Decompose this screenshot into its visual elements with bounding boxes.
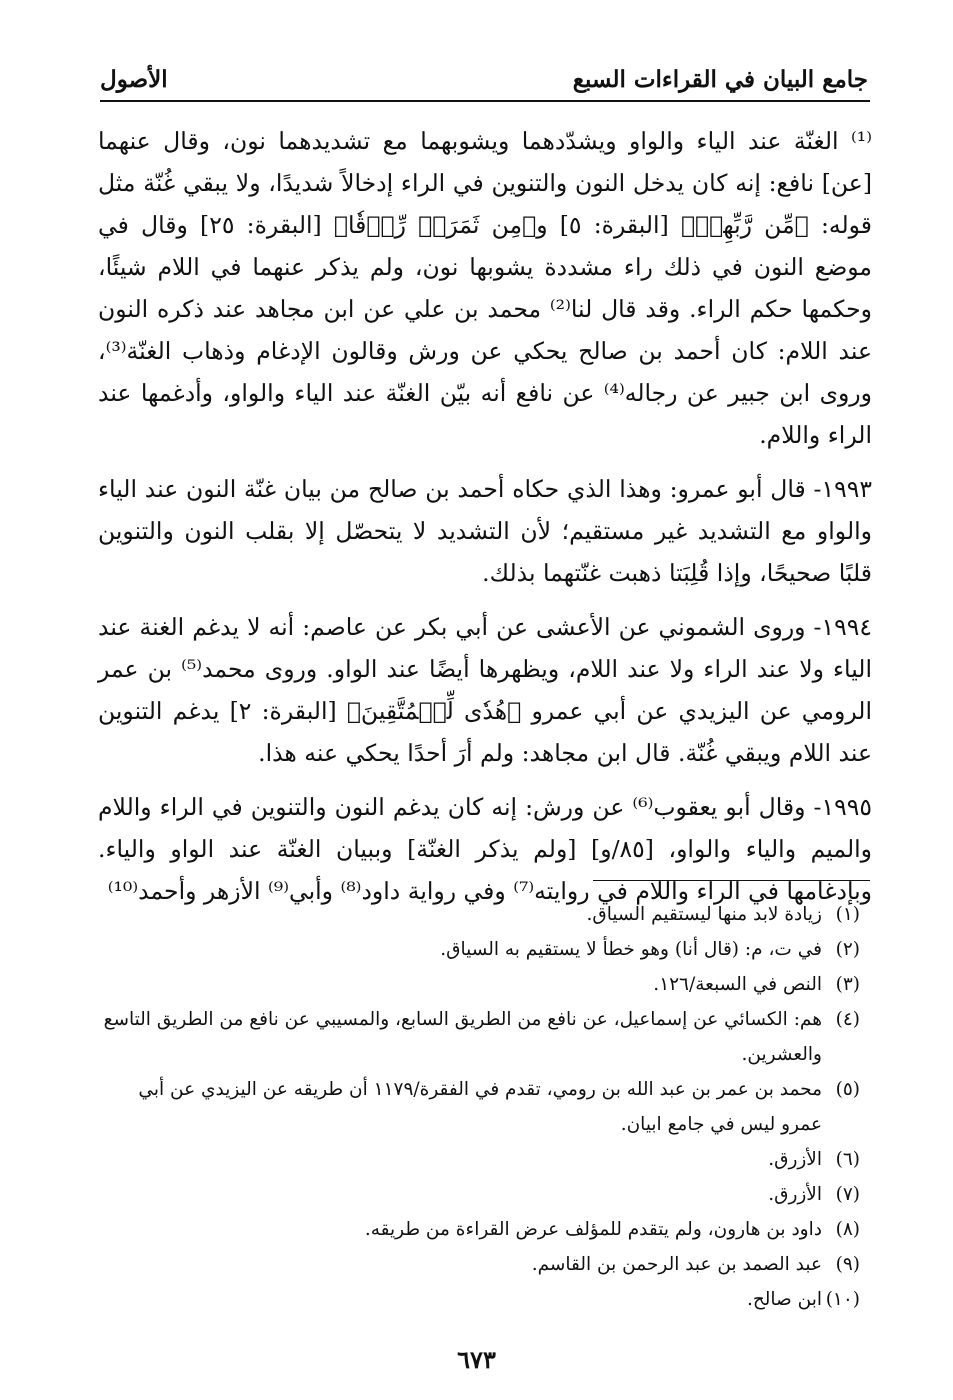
footnote-text: داود بن هارون، ولم يتقدم للمؤلف عرض القراءة من طريقه. xyxy=(364,1219,822,1240)
paragraph: ١٩٩٣- قال أبو عمرو: وهذا الذي حكاه أحمد بن صالح من بيان غنّة النون عند الياء والواو مع التشديد غير مستقيم؛ لأن التشديد لا يتحصّل إلا بقلب النون والتنوين قلبًا صحيحًا، وإذا قُلِبَتا ذهبت غنّتهما بذلك. xyxy=(98,475,872,587)
footnote-number: (٥) xyxy=(835,1079,860,1100)
footnote-text: في ت، م: (قال أنا) وهو خطأ لا يستقيم به السياق. xyxy=(440,939,822,960)
footnote xyxy=(100,932,860,967)
paragraph: ١٩٩٤- وروى الشموني عن الأعشى عن أبي بكر عن عاصم: أنه لا يدغم الغنة عند الياء ولا عند الراء ولا عند اللام، ويظهرها أيضًا عند الواو. وروى محمد⁽⁵⁾ بن عمر الرومي عن اليزيدي عن أبي عمرو ﴿هُدٗى لِّلۡمُتَّقِينَ﴾ [البقرة: ٢] يدغم التنوين عند اللام ويبقي غُنّة. قال ابن مجاهد: ولم أرَ أحدًا يحكي عنه هذا. xyxy=(98,613,872,767)
paragraph: ١٩٩٥- وقال أبو يعقوب⁽⁶⁾ عن ورش: إنه كان يدغم النون والتنوين في الراء واللام والميم والياء والواو، [٨٥/و] [ولم يذكر الغنّة] وببيان الغنّة عند الواو والياء. وبإدغامها في الراء واللام في روايته⁽⁷⁾ وفي رواية داود⁽⁸⁾ وأبي⁽⁹⁾ الأزهر وأحمد⁽¹⁰⁾ xyxy=(98,793,872,905)
section-title: الأصول xyxy=(100,66,168,93)
footnote-number: (٩) xyxy=(835,1254,860,1275)
footnote-text: هم: الكسائي عن إسماعيل، عن نافع من الطريق السابع، والمسيبي عن نافع من الطريق التاسع والعشرين. xyxy=(103,1009,822,1065)
footnote-text: محمد بن عمر بن عبد الله بن رومي، تقدم في الفقرة/١١٧٩ أن طريقه عن اليزيدي عن أبي عمرو ليس في جامع ابيان. xyxy=(138,1079,822,1135)
footnote-text: النص في السبعة/١٢٦. xyxy=(653,974,822,995)
main-text xyxy=(98,120,872,924)
footnote xyxy=(100,1247,860,1282)
footnote xyxy=(100,967,860,1002)
footnote-number: (٤) xyxy=(835,1009,860,1030)
page-number: ٦٧٣ xyxy=(457,1345,496,1374)
running-header xyxy=(100,62,868,96)
footnote-text: ابن صالح. xyxy=(746,1289,822,1310)
footnote-text: الأزرق. xyxy=(768,1184,822,1205)
footnote-number: (١٠) xyxy=(825,1289,860,1310)
footnote xyxy=(100,1212,860,1247)
footnote xyxy=(100,1142,860,1177)
footnote-text: الأزرق. xyxy=(768,1149,822,1170)
footnote xyxy=(100,1177,860,1212)
footnote-text: زيادة لابد منها ليستقيم السياق. xyxy=(586,904,822,925)
book-title: جامع البيان في القراءات السبع xyxy=(572,66,868,93)
header-rule xyxy=(100,100,870,102)
footnote-number: (٣) xyxy=(835,974,860,995)
footnotes xyxy=(100,897,860,1317)
footnote-rule xyxy=(593,880,870,881)
footnote xyxy=(100,1072,860,1142)
footnote-number: (٧) xyxy=(835,1184,860,1205)
footnote xyxy=(100,1282,860,1317)
paragraph: ⁽¹⁾ الغنّة عند الياء والواو ويشدّدهما ويشوبهما مع تشديدهما نون، وقال عنهما [عن] نافع: إنه كان يدخل النون والتنوين في الراء إدخالاً شديدًا، ولا يبقي غُنّة مثل قوله: ﴿مِّن رَّبِّهِمۡ﴾ [البقرة: ٥] و﴿مِن ثَمَرَةٖ رِّزۡقٗا﴾ [البقرة: ٢٥] وقال في موضع النون في ذلك راء مشددة يشوبها نون، ولم يذكر عنهما في اللام شيئًا، وحكمها حكم الراء. وقد قال لنا⁽²⁾ محمد بن علي عن ابن مجاهد عند ذكره النون عند اللام: كان أحمد بن صالح يحكي عن ورش وقالون الإدغام وذهاب الغنّة⁽³⁾، وروى ابن جبير عن رجاله⁽⁴⁾ عن نافع أنه بيّن الغنّة عند الياء والواو، وأدغمها عند الراء واللام. xyxy=(98,127,873,449)
footnote-number: (١) xyxy=(835,904,860,925)
footnote xyxy=(100,1002,860,1072)
footnote xyxy=(100,897,860,932)
footnote-number: (٨) xyxy=(835,1219,860,1240)
footnote-number: (٦) xyxy=(835,1149,860,1170)
footnote-text: عبد الصمد بن عبد الرحمن بن القاسم. xyxy=(531,1254,822,1275)
footnote-number: (٢) xyxy=(835,939,860,960)
